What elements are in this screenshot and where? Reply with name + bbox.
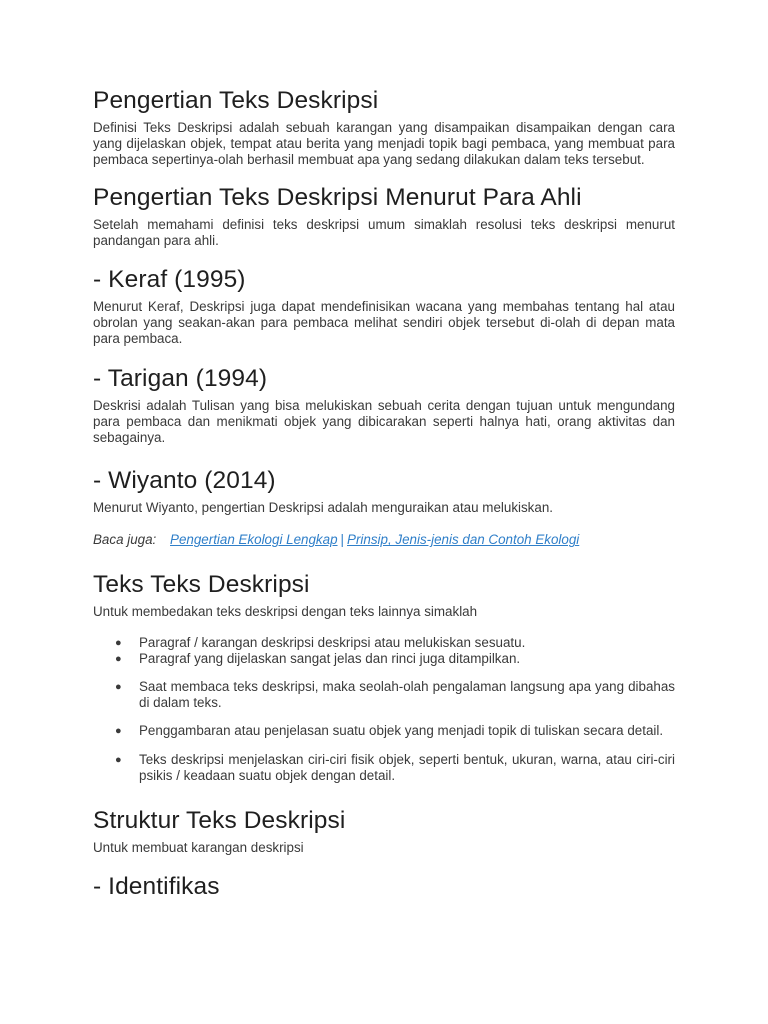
list-item-text: Teks deskripsi menjelaskan ciri-ciri fisik objek, seperti bentuk, ukuran, warna, atau ciri-ciri psikis / keadaan suatu objek dengan detail. bbox=[139, 751, 675, 783]
paragraph-keraf: Menurut Keraf, Deskripsi juga dapat mendefinisikan wacana yang membahas tentang hal atau obrolan yang seakan-akan para pembaca melihat sendiri objek tersebut di-olah di depan mata para pembaca. bbox=[93, 299, 675, 347]
bullet-icon: ● bbox=[115, 636, 122, 649]
link-separator: | bbox=[340, 532, 345, 548]
bullet-icon: ● bbox=[115, 725, 122, 738]
paragraph-membedakan: Untuk membedakan teks deskripsi dengan teks lainnya simaklah bbox=[93, 604, 478, 620]
bullet-icon: ● bbox=[115, 652, 122, 665]
heading-pengertian: Pengertian Teks Deskripsi bbox=[93, 87, 379, 114]
link-prinsip-ekologi[interactable]: Prinsip, Jenis-jenis dan Contoh Ekologi bbox=[347, 532, 580, 548]
list-item bbox=[93, 752, 675, 784]
paragraph-struktur: Untuk membuat karangan deskripsi bbox=[93, 840, 304, 856]
list-item-text: Saat membaca teks deskripsi, maka seolah-olah pengalaman langsung apa yang dibahas di dalam teks. bbox=[139, 679, 675, 711]
list-item-text: Paragraf yang dijelaskan sangat jelas dan rinci juga ditampilkan. bbox=[139, 650, 521, 666]
heading-identifikasi: - Identifikas bbox=[93, 873, 220, 901]
list-item-text: Penggambaran atau penjelasan suatu objek yang menjadi topik di tuliskan secara detail. bbox=[139, 723, 664, 739]
paragraph-tarigan: Deskrisi adalah Tulisan yang bisa melukiskan sebuah cerita dengan tujuan untuk mengundang para pembaca dan menikmati objek yang dibicarakan seperti halnya hati, orang aktivitas dan sebagainya. bbox=[93, 397, 675, 446]
heading-wiyanto: - Wiyanto (2014) bbox=[93, 467, 276, 495]
heading-menurut-para-ahli: Pengertian Teks Deskripsi Menurut Para Ahli bbox=[93, 183, 582, 211]
link-pengertian-ekologi[interactable]: Pengertian Ekologi Lengkap bbox=[170, 532, 338, 548]
see-also-label: Baca juga: bbox=[93, 532, 157, 548]
list-item bbox=[93, 679, 675, 711]
list-item bbox=[93, 723, 675, 739]
paragraph-definisi: Definisi Teks Deskripsi adalah sebuah karangan yang disampaikan disampaikan dengan cara yang dijelaskan objek, tempat atau berita yang menjadi topik bagi pembaca, yang membuat para pembaca sepertinya-olah berhasil membuat apa yang sedang dilakukan dalam teks tersebut. bbox=[93, 120, 675, 168]
list-item bbox=[93, 635, 675, 651]
bullet-icon: ● bbox=[115, 681, 122, 694]
bullet-list bbox=[93, 635, 675, 784]
bullet-icon: ● bbox=[115, 753, 122, 766]
paragraph-wiyanto: Menurut Wiyanto, pengertian Deskripsi adalah menguraikan atau melukiskan. bbox=[93, 500, 553, 516]
list-item-text: Paragraf / karangan deskripsi deskripsi atau melukiskan sesuatu. bbox=[139, 634, 526, 650]
list-item bbox=[93, 651, 675, 667]
see-also bbox=[93, 532, 675, 548]
document-page bbox=[93, 86, 675, 906]
heading-teks-teks-deskripsi: Teks Teks Deskripsi bbox=[93, 571, 310, 599]
heading-struktur: Struktur Teks Deskripsi bbox=[93, 807, 346, 835]
heading-keraf: - Keraf (1995) bbox=[93, 266, 246, 294]
heading-tarigan: - Tarigan (1994) bbox=[93, 364, 268, 392]
paragraph-para-ahli: Setelah memahami definisi teks deskripsi umum simaklah resolusi teks deskripsi menurut pandangan para ahli. bbox=[93, 216, 675, 248]
